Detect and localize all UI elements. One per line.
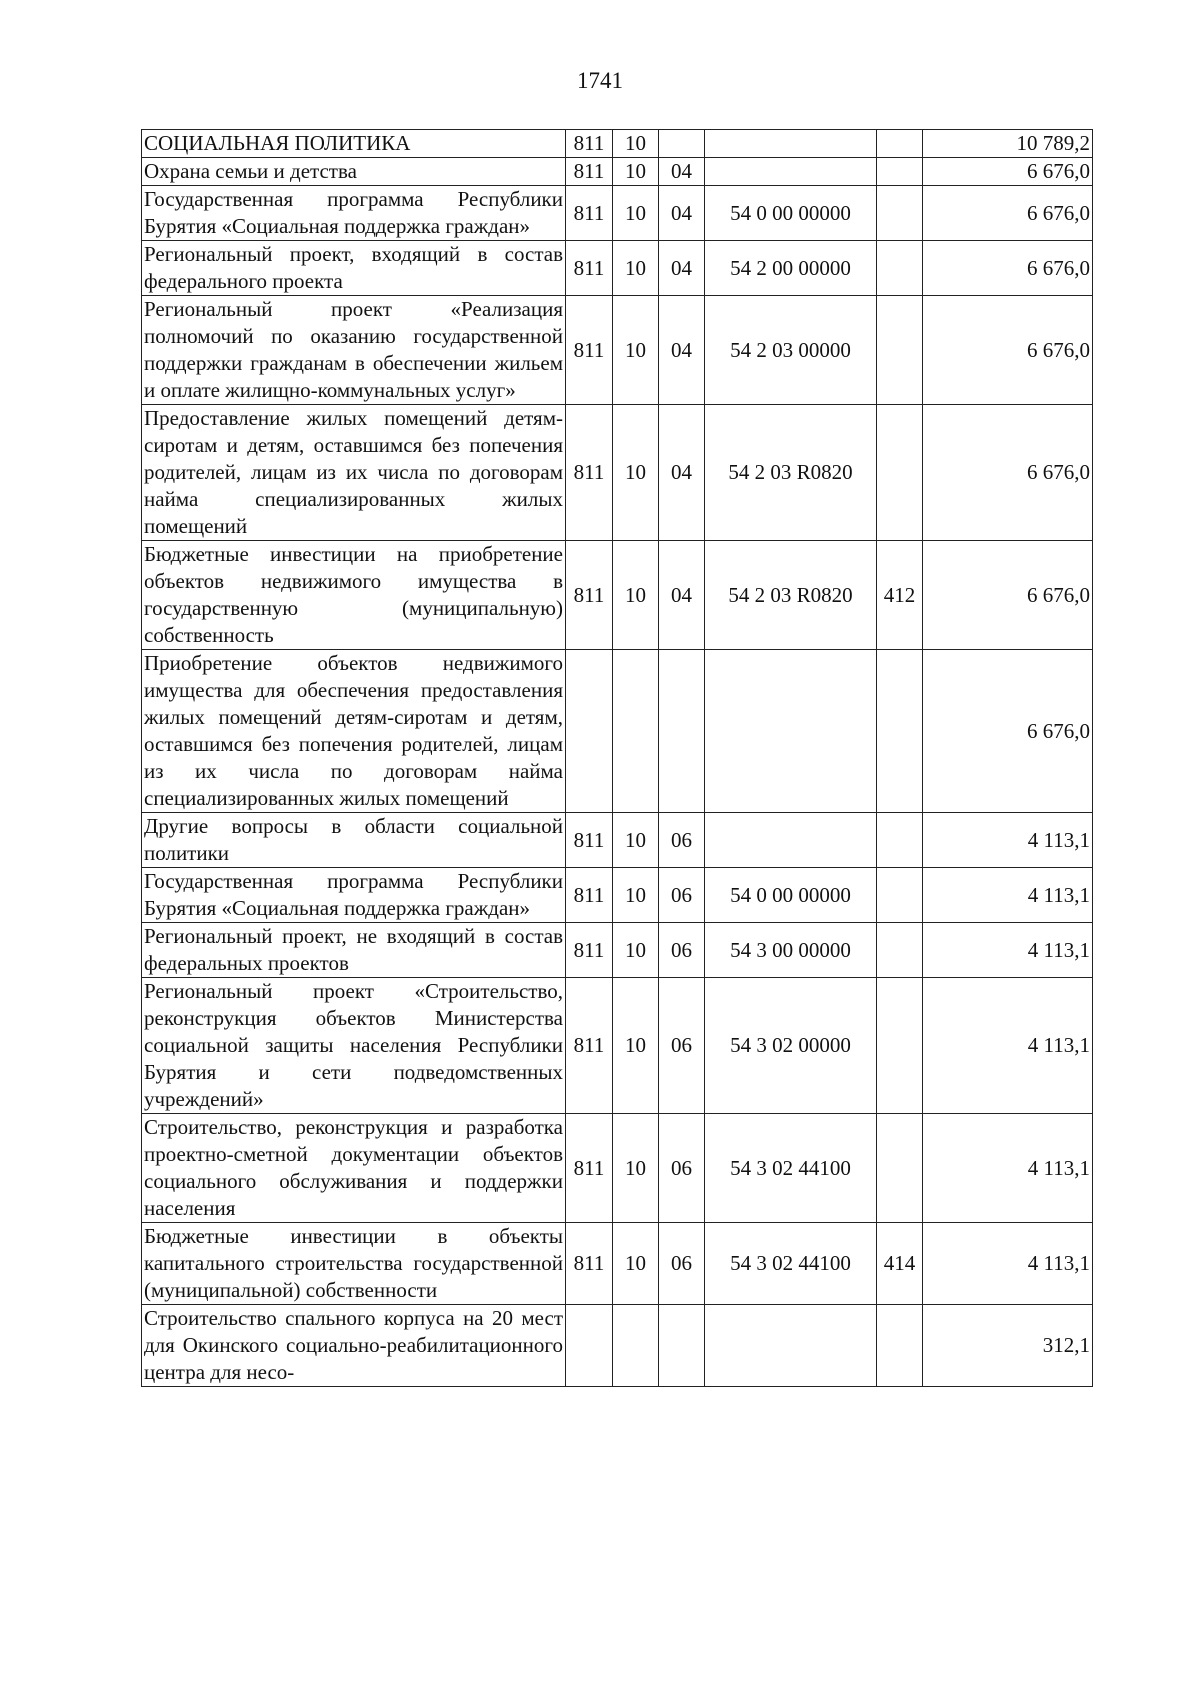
section-code-cell: 10: [613, 130, 659, 158]
subsection-code-cell: 04: [659, 241, 705, 296]
subsection-code-cell: 06: [659, 923, 705, 978]
department-code-cell: 811: [566, 978, 613, 1114]
target-article-code-cell: 54 0 00 00000: [705, 868, 877, 923]
department-code-cell: 811: [566, 541, 613, 650]
table-row: [142, 813, 1093, 868]
section-code-cell: 10: [613, 296, 659, 405]
target-article-code-cell: 54 2 00 00000: [705, 241, 877, 296]
section-code-cell: 10: [613, 1223, 659, 1305]
expense-type-code-cell: [877, 405, 923, 541]
section-code-cell: 10: [613, 405, 659, 541]
table-row: [142, 186, 1093, 241]
amount-cell: 6 676,0: [923, 158, 1093, 186]
amount-cell: 312,1: [923, 1305, 1093, 1387]
subsection-code-cell: 04: [659, 541, 705, 650]
row-description-cell: Другие вопросы в области социальной политики: [142, 813, 566, 868]
expense-type-code-cell: [877, 650, 923, 813]
target-article-code-cell: [705, 1305, 877, 1387]
expense-type-code-cell: [877, 130, 923, 158]
row-description-cell: Региональный проект, входящий в состав федерального проекта: [142, 241, 566, 296]
expense-type-code-cell: [877, 158, 923, 186]
expense-type-code-cell: [877, 978, 923, 1114]
table-row: [142, 130, 1093, 158]
amount-cell: 6 676,0: [923, 405, 1093, 541]
target-article-code-cell: [705, 158, 877, 186]
subsection-code-cell: [659, 1305, 705, 1387]
subsection-code-cell: 04: [659, 405, 705, 541]
target-article-code-cell: 54 2 03 R0820: [705, 541, 877, 650]
department-code-cell: 811: [566, 186, 613, 241]
subsection-code-cell: 06: [659, 868, 705, 923]
amount-cell: 6 676,0: [923, 241, 1093, 296]
subsection-code-cell: 06: [659, 1223, 705, 1305]
amount-cell: 6 676,0: [923, 186, 1093, 241]
section-code-cell: 10: [613, 158, 659, 186]
target-article-code-cell: 54 3 02 00000: [705, 978, 877, 1114]
amount-cell: 4 113,1: [923, 1223, 1093, 1305]
amount-cell: 4 113,1: [923, 813, 1093, 868]
section-code-cell: 10: [613, 978, 659, 1114]
amount-cell: 4 113,1: [923, 1114, 1093, 1223]
row-description-cell: Охрана семьи и детства: [142, 158, 566, 186]
expense-type-code-cell: [877, 1305, 923, 1387]
section-code-cell: 10: [613, 923, 659, 978]
row-description-cell: Региональный проект «Реализация полномочий по оказанию государственной поддержки гражданам в обеспечении жильем и оплате жилищно-коммунальных услуг»: [142, 296, 566, 405]
subsection-code-cell: 04: [659, 186, 705, 241]
table-row: [142, 978, 1093, 1114]
row-description-cell: Строительство спального корпуса на 20 мест для Окинского социально-реабилитационного центра для несо-: [142, 1305, 566, 1387]
table-row: [142, 405, 1093, 541]
expense-type-code-cell: 412: [877, 541, 923, 650]
target-article-code-cell: 54 2 03 R0820: [705, 405, 877, 541]
section-code-cell: 10: [613, 868, 659, 923]
expense-type-code-cell: [877, 813, 923, 868]
amount-cell: 4 113,1: [923, 923, 1093, 978]
department-code-cell: 811: [566, 241, 613, 296]
expense-type-code-cell: [877, 1114, 923, 1223]
row-description-cell: Государственная программа Республики Бурятия «Социальная поддержка граждан»: [142, 186, 566, 241]
department-code-cell: [566, 650, 613, 813]
table-row: [142, 1114, 1093, 1223]
subsection-code-cell: 06: [659, 813, 705, 868]
row-description-cell: Бюджетные инвестиции в объекты капитального строительства государственной (муниципальной) собственности: [142, 1223, 566, 1305]
department-code-cell: 811: [566, 296, 613, 405]
department-code-cell: 811: [566, 923, 613, 978]
amount-cell: 6 676,0: [923, 541, 1093, 650]
department-code-cell: 811: [566, 405, 613, 541]
row-description-cell: СОЦИАЛЬНАЯ ПОЛИТИКА: [142, 130, 566, 158]
row-description-cell: Государственная программа Республики Бурятия «Социальная поддержка граждан»: [142, 868, 566, 923]
table-row: [142, 158, 1093, 186]
table-row: [142, 923, 1093, 978]
expense-type-code-cell: [877, 923, 923, 978]
target-article-code-cell: 54 2 03 00000: [705, 296, 877, 405]
amount-cell: 6 676,0: [923, 296, 1093, 405]
expense-type-code-cell: [877, 241, 923, 296]
subsection-code-cell: 06: [659, 978, 705, 1114]
department-code-cell: 811: [566, 158, 613, 186]
department-code-cell: 811: [566, 130, 613, 158]
expense-type-code-cell: 414: [877, 1223, 923, 1305]
section-code-cell: 10: [613, 186, 659, 241]
expense-type-code-cell: [877, 186, 923, 241]
table-row: [142, 241, 1093, 296]
department-code-cell: 811: [566, 813, 613, 868]
section-code-cell: 10: [613, 241, 659, 296]
table-row: [142, 650, 1093, 813]
row-description-cell: Бюджетные инвестиции на приобретение объектов недвижимого имущества в государственную (муниципальную) собственность: [142, 541, 566, 650]
row-description-cell: Предоставление жилых помещений детям-сиротам и детям, оставшимся без попечения родителей, лицам из их числа по договорам найма специализированных жилых помещений: [142, 405, 566, 541]
department-code-cell: [566, 1305, 613, 1387]
row-description-cell: Приобретение объектов недвижимого имущества для обеспечения предоставления жилых помещений детям-сиротам и детям, оставшимся без попечения родителей, лицам из их числа по договорам найма специализированных жилых помещений: [142, 650, 566, 813]
target-article-code-cell: [705, 813, 877, 868]
department-code-cell: 811: [566, 1114, 613, 1223]
table-row: [142, 868, 1093, 923]
amount-cell: 4 113,1: [923, 978, 1093, 1114]
expense-type-code-cell: [877, 296, 923, 405]
section-code-cell: [613, 650, 659, 813]
budget-table: [141, 129, 1093, 1387]
amount-cell: 10 789,2: [923, 130, 1093, 158]
department-code-cell: 811: [566, 1223, 613, 1305]
subsection-code-cell: 06: [659, 1114, 705, 1223]
expense-type-code-cell: [877, 868, 923, 923]
target-article-code-cell: [705, 650, 877, 813]
target-article-code-cell: 54 0 00 00000: [705, 186, 877, 241]
amount-cell: 6 676,0: [923, 650, 1093, 813]
page-number: 1741: [577, 68, 623, 93]
table-row: [142, 1223, 1093, 1305]
section-code-cell: 10: [613, 1114, 659, 1223]
subsection-code-cell: 04: [659, 158, 705, 186]
section-code-cell: [613, 1305, 659, 1387]
department-code-cell: 811: [566, 868, 613, 923]
subsection-code-cell: 04: [659, 296, 705, 405]
row-description-cell: Региональный проект, не входящий в состав федеральных проектов: [142, 923, 566, 978]
amount-cell: 4 113,1: [923, 868, 1093, 923]
target-article-code-cell: 54 3 02 44100: [705, 1114, 877, 1223]
target-article-code-cell: 54 3 02 44100: [705, 1223, 877, 1305]
subsection-code-cell: [659, 650, 705, 813]
target-article-code-cell: [705, 130, 877, 158]
row-description-cell: Региональный проект «Строительство, реконструкция объектов Министерства социальной защиты населения Республики Бурятия и сети подведомственных учреждений»: [142, 978, 566, 1114]
row-description-cell: Строительство, реконструкция и разработка проектно-сметной документации объектов социального обслуживания и поддержки населения: [142, 1114, 566, 1223]
table-row: [142, 1305, 1093, 1387]
target-article-code-cell: 54 3 00 00000: [705, 923, 877, 978]
table-row: [142, 296, 1093, 405]
section-code-cell: 10: [613, 813, 659, 868]
table-row: [142, 541, 1093, 650]
subsection-code-cell: [659, 130, 705, 158]
section-code-cell: 10: [613, 541, 659, 650]
